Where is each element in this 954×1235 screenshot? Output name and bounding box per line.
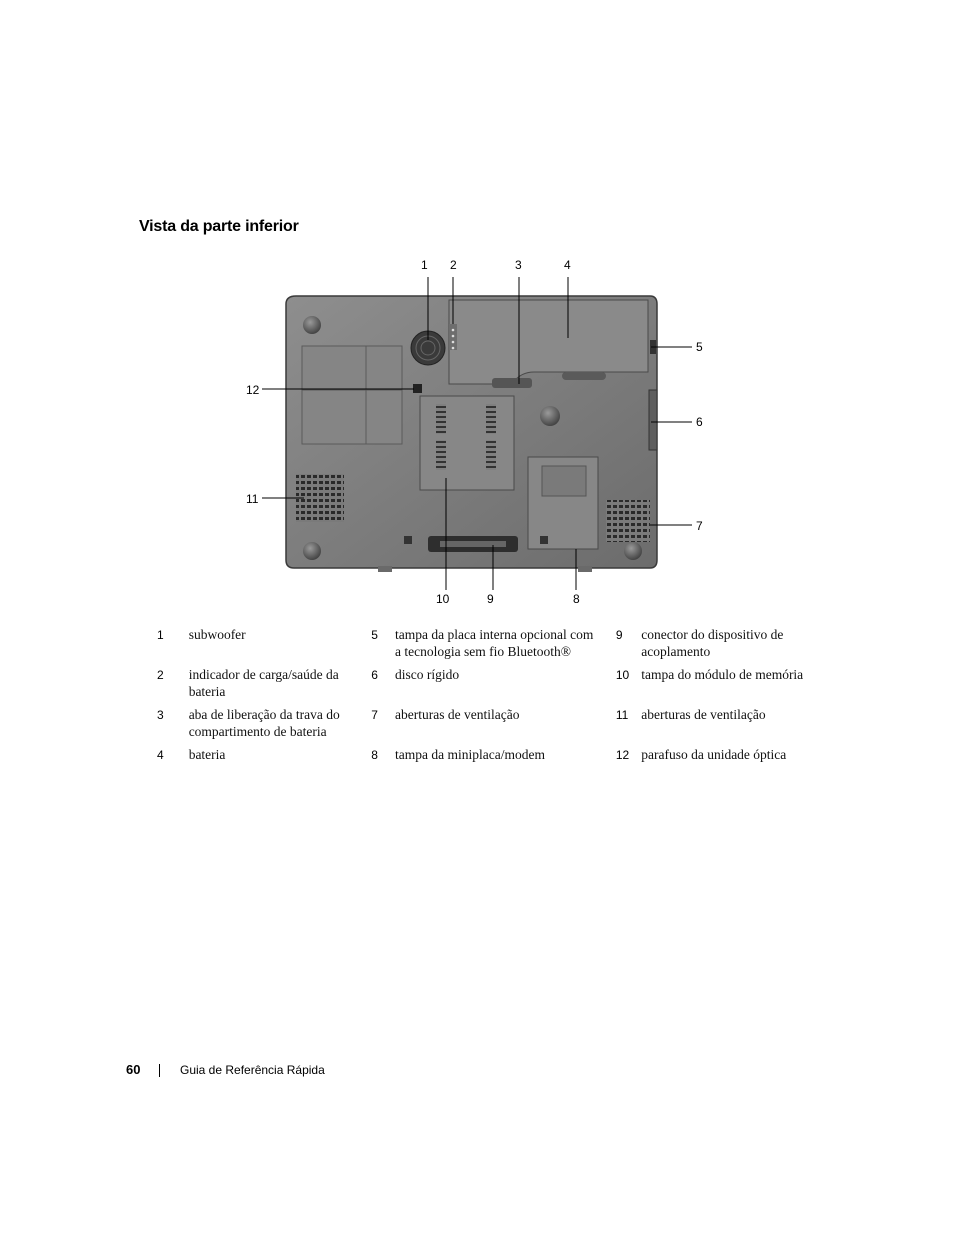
legend-number: 2: [157, 668, 164, 682]
legend-text: subwoofer: [188, 627, 246, 642]
callout-1: 1: [421, 258, 428, 272]
battery-latch: [492, 378, 532, 388]
callout-10: 10: [436, 592, 450, 606]
body-tab: [378, 566, 392, 572]
optical-drive-panel: [302, 346, 402, 444]
battery-tab: [562, 372, 606, 380]
callout-8: 8: [573, 592, 580, 606]
legend-text: conector do dispositivo de acoplamento: [641, 627, 784, 659]
legend-table: [140, 626, 820, 769]
legend-number: 12: [615, 748, 630, 762]
legend-number: 6: [371, 668, 378, 682]
legend-number: 3: [157, 708, 164, 722]
callout-4: 4: [564, 258, 571, 272]
page-number: 60: [126, 1062, 141, 1077]
battery-cover: [449, 300, 648, 384]
legend-number: 8: [371, 748, 378, 762]
legend-number: 5: [371, 628, 378, 642]
memory-module-cover: [420, 396, 514, 490]
body-tab: [578, 566, 592, 572]
legend-text: indicador de carga/saúde da bateria: [188, 667, 339, 699]
legend-text: tampa da placa interna opcional com a tecnologia sem fio Bluetooth®: [395, 627, 594, 659]
legend-row: [140, 746, 820, 769]
callout-12: 12: [246, 383, 260, 397]
legend-text: tampa da miniplaca/modem: [395, 747, 545, 762]
legend-number: 11: [615, 708, 629, 722]
legend-number: 7: [371, 708, 378, 722]
rubber-foot: [303, 316, 321, 334]
legend-text: aba de liberação da trava do compartimento de bateria: [188, 707, 340, 739]
hard-drive-edge: [649, 390, 657, 450]
legend-row: [140, 626, 820, 666]
rubber-foot: [303, 542, 321, 560]
legend-text: aberturas de ventilação: [395, 707, 520, 722]
callout-6: 6: [696, 415, 703, 429]
footer-separator: [159, 1064, 160, 1077]
legend-row: [140, 706, 820, 746]
right-air-vents: [606, 500, 650, 542]
legend-number: 4: [157, 748, 164, 762]
callout-7: 7: [696, 519, 703, 533]
callout-3: 3: [515, 258, 522, 272]
legend-row: [140, 666, 820, 706]
section-heading: Vista da parte inferior: [139, 218, 299, 235]
callout-11: 11: [246, 492, 259, 506]
callout-2: 2: [450, 258, 457, 272]
callout-5: 5: [696, 340, 703, 354]
legend-text: aberturas de ventilação: [641, 707, 766, 722]
optical-drive-screw: [413, 384, 422, 393]
legend-text: parafuso da unidade óptica: [641, 747, 787, 762]
document-title: Guia de Referência Rápida: [180, 1063, 325, 1077]
legend-text: disco rígido: [395, 667, 460, 682]
legend-text: bateria: [188, 747, 226, 762]
rubber-foot: [540, 406, 560, 426]
rubber-foot: [624, 542, 642, 560]
legend-number: 10: [615, 668, 630, 682]
legend-text: tampa do módulo de memória: [641, 667, 804, 682]
legend-number: 1: [157, 628, 164, 642]
legend-number: 9: [615, 628, 623, 642]
callout-9: 9: [487, 592, 494, 606]
